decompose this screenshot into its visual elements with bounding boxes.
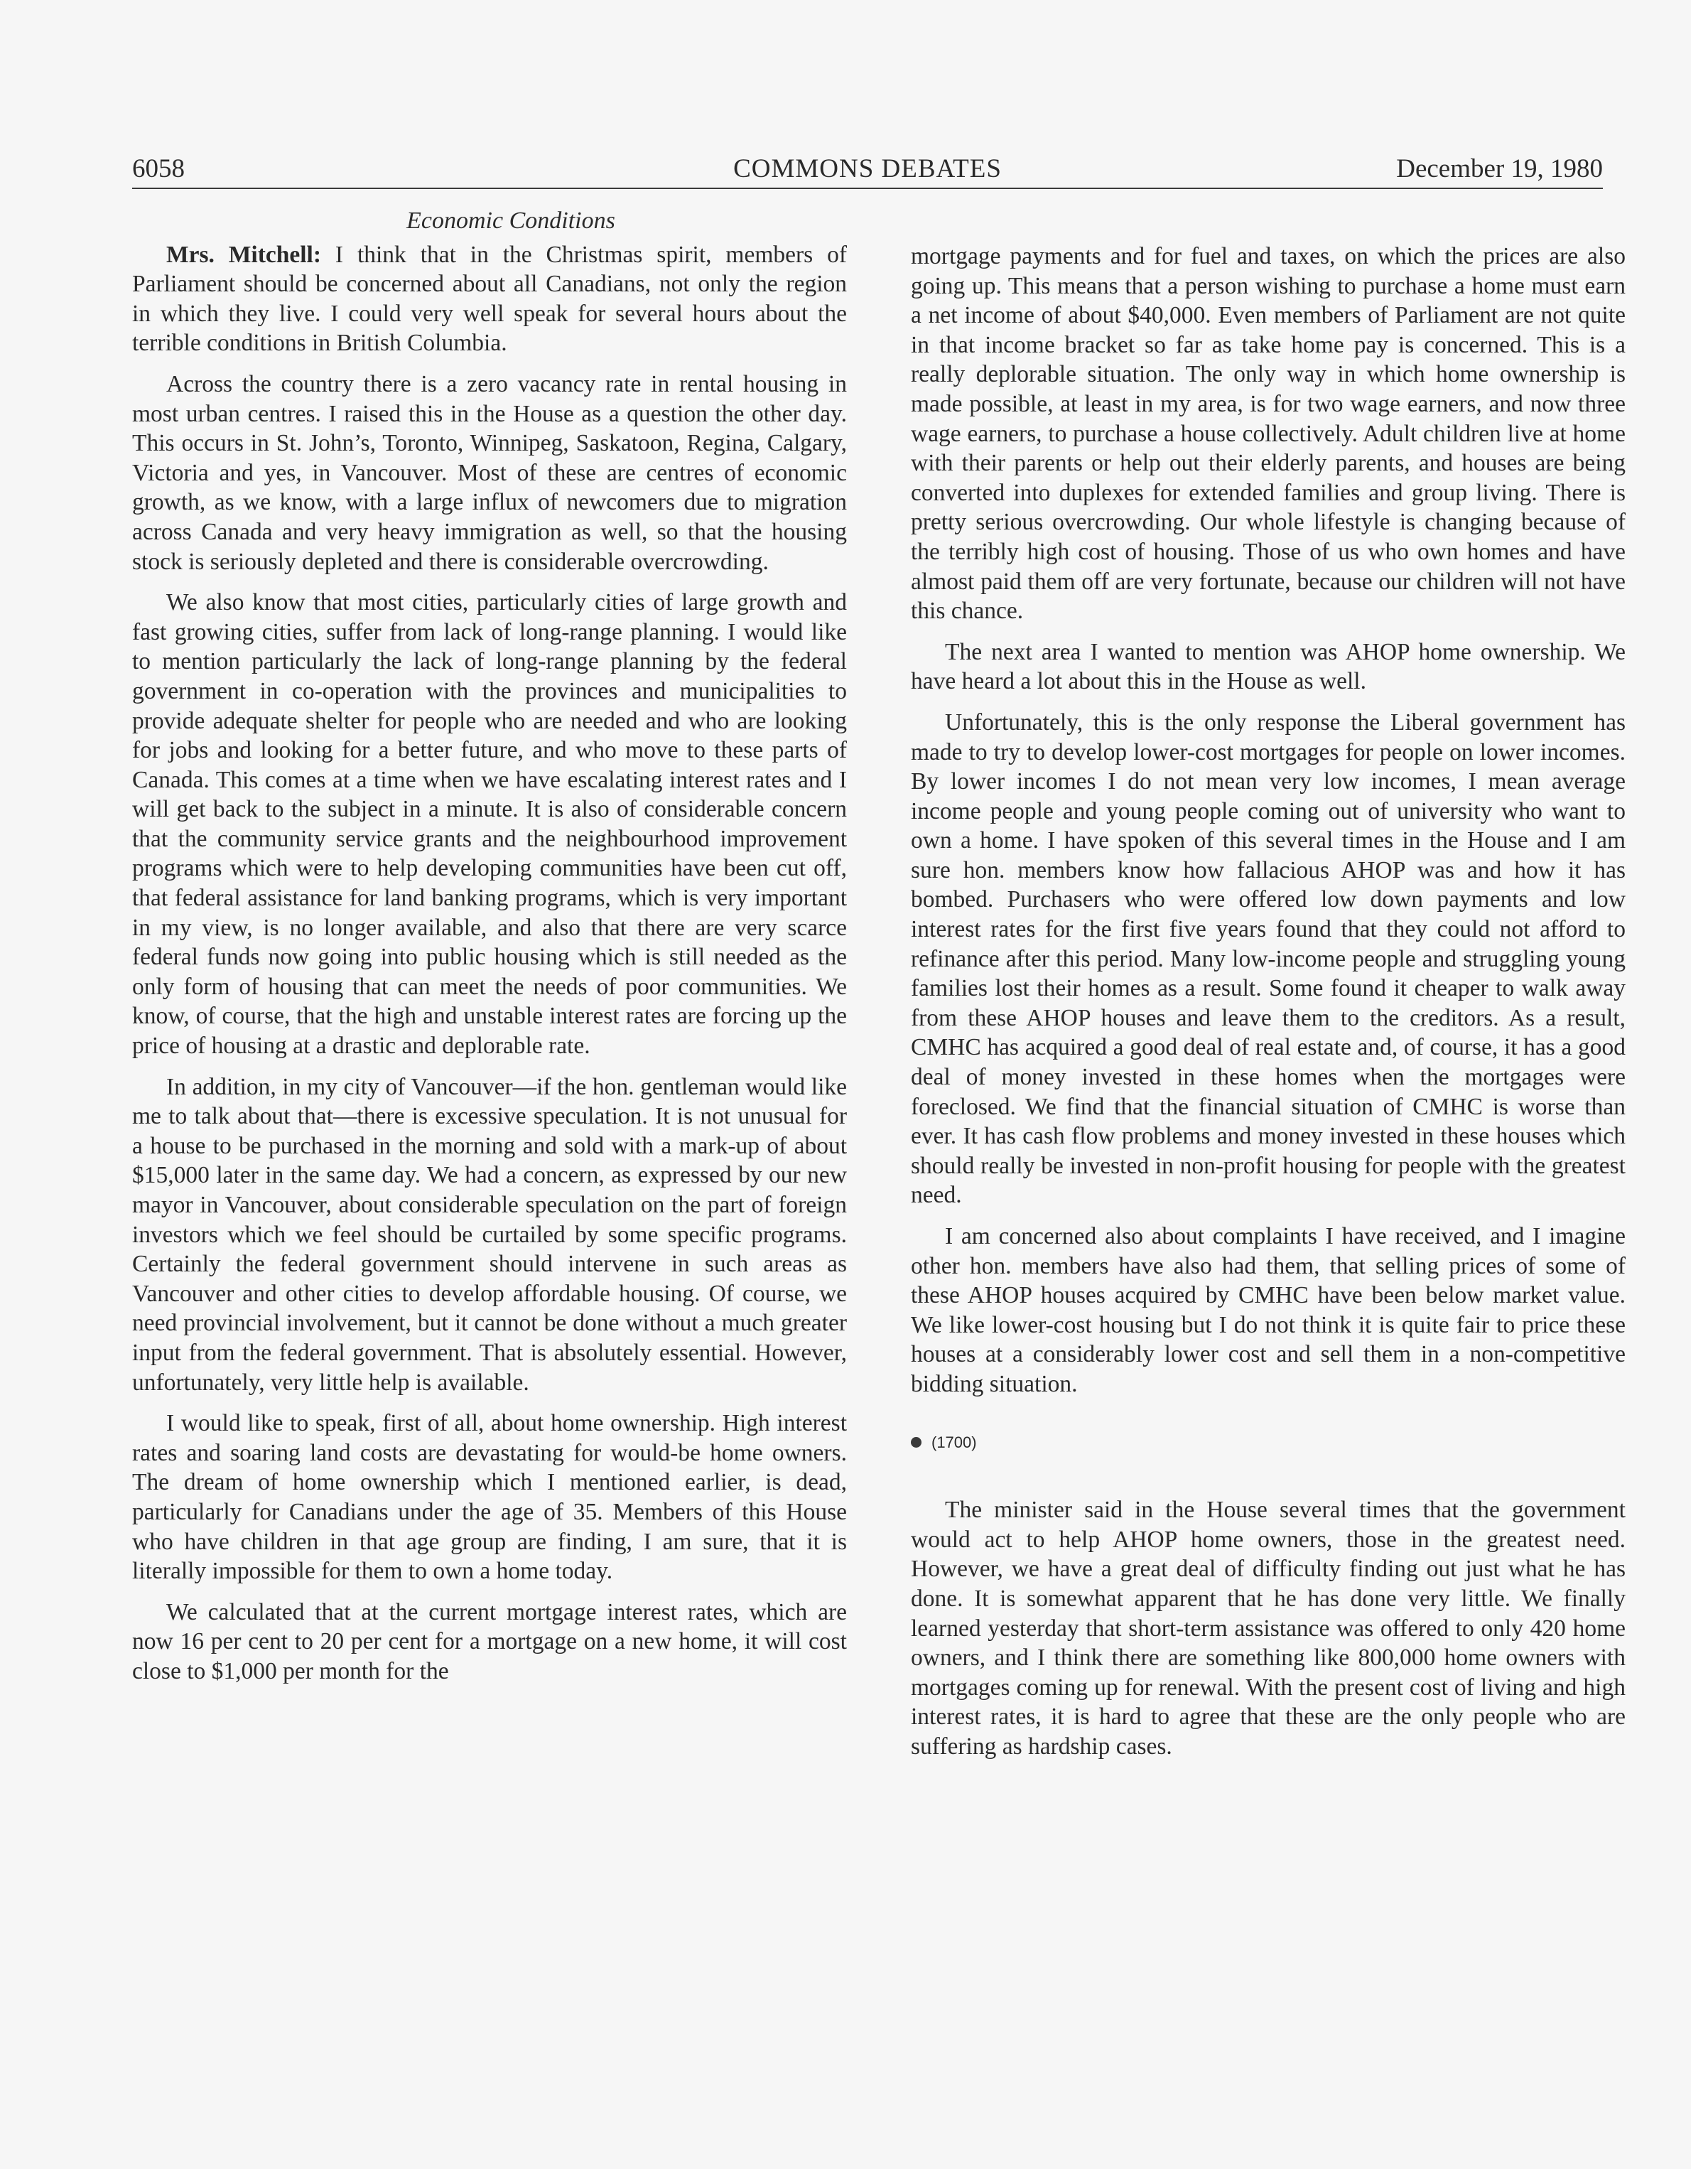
paragraph-text: I think that in the Christmas spirit, members of Parliament should be concerned about all Canadians, not only the region in which they live. I could very well speak for several hours about the terrible conditions in British Columbia.	[132, 241, 848, 357]
paragraph: I am concerned also about complaints I have received, and I imagine other hon. members have also had them, that selling prices of some of these AHOP houses acquired by CMHC have been below market value. We like lower-cost housing but I do not think it is quite fair to price these houses at a considerably lower cost and sell them in a non-competitive bidding situation.	[911, 1223, 1626, 1397]
speaker-name: Mrs. Mitchell:	[166, 241, 322, 268]
bullet-icon	[911, 1437, 921, 1448]
paragraph: Unfortunately, this is the only response the Liberal government has made to try to develop lower-cost mortgages for people on lower incomes. By lower incomes I do not mean very low incomes, I mean average income people and young people coming out of university who want to own a home. I have spoken of this several times in the House and I am sure hon. members know how fallacious AHOP was and how it has bombed. Purchasers who were offered low down payments and low interest rates for the first five years found that they could not afford to refinance after this period. Many low-income people and struggling young families lost their homes as a result. Some found it cheaper to walk away from these AHOP houses and leave them to the creditors. As a result, CMHC has acquired a good deal of real estate and, of course, it has a good deal of money invested in these homes when the mortgages were foreclosed. We find that the financial situation of CMHC is worse than ever. It has cash flow problems and money invested in these houses which should really be invested in non-profit housing for people with the greatest need.	[911, 709, 1626, 1209]
time-marker-text: (1700)	[931, 1433, 977, 1451]
page-number: 6058	[132, 154, 185, 183]
paragraph: Across the country there is a zero vacancy rate in rental housing in most urban centres. I raised this in the House as a question the other day. This occurs in St. John’s, Toronto, Winnipeg, Saskatoon, Regina, Calgary, Victoria and yes, in Vancouver. Most of these are centres of economic growth, as we know, with a large influx of newcomers due to migration across Canada and very heavy immigration as well, so that the housing stock is seriously depleted and there is considerable overcrowding.	[132, 370, 847, 575]
paragraph: I would like to speak, first of all, about home ownership. High interest rates and soaring land costs are devastating for would-be home owners. The dream of home ownership which I mentioned earlier, is dead, particularly for Canadians under the age of 35. Members of this House who have children in that age group are finding, I am sure, that it is literally impossible for them to own a home today.	[132, 1410, 847, 1585]
paragraph: The minister said in the House several times that the government would act to help AHOP home owners, those in the greatest need. However, we have a great deal of difficulty finding out just what he has done. It is somewhat apparent that he has done very little. We finally learned yesterday that short-term assistance was offered to only 420 home owners, and I think there are something like 800,000 home owners with mortgages coming up for renewal. With the present cost of living and high interest rates, it is hard to agree that these are the only people who are suffering as hardship cases.	[911, 1497, 1626, 1760]
paragraph	[132, 240, 847, 358]
paragraph: mortgage payments and for fuel and taxes, on which the prices are also going up. This means that a person wishing to purchase a home must earn a net income of about $40,000. Even members of Parliament are not quite in that income bracket so far as take home pay is concerned. This is a really deplorable situation. The only way in which home ownership is made possible, at least in my area, is for two wage earners, and now three wage earners, to purchase a house collectively. Adult children live at home with their parents or help out their elderly parents, and houses are being converted into duplexes for extended families and group living. There is pretty serious overcrowding. Our whole lifestyle is changing because of the terribly high cost of housing. Those of us who own homes and have almost paid them off are very fortunate, because our children will not have this chance.	[911, 243, 1626, 625]
paragraph: We calculated that at the current mortgage interest rates, which are now 16 per cent to 20 per cent for a mortgage on a new home, it will cost close to $1,000 per month for the	[132, 1598, 847, 1684]
publication-date: December 19, 1980	[1396, 154, 1603, 183]
paragraph: In addition, in my city of Vancouver—if the hon. gentleman would like me to talk about that—there is excessive speculation. It is not unusual for a house to be purchased in the morning and sold with a mark-up of about $15,000 later in the same day. We had a concern, as expressed by our new mayor in Vancouver, about considerable speculation on the part of foreign investors which we feel should be curtailed by some specific programs. Certainly the federal government should intervene in such areas as Vancouver and other cities to develop affordable housing. Of course, we need provincial involvement, but it cannot be done without a much greater input from the federal government. That is absolutely essential. However, unfortunately, very little help is available.	[132, 1073, 847, 1396]
time-marker	[911, 1428, 1626, 1458]
publication-title: COMMONS DEBATES	[733, 154, 1002, 183]
paragraph: We also know that most cities, particularly cities of large growth and fast growing cities, suffer from lack of long-range planning. I would like to mention particularly the lack of long-range planning by the federal government in co-operation with the provinces and municipalities to provide adequate shelter for people who are needed and who are looking for jobs and looking for a better future, and who move to these parts of Canada. This comes at a time when we have escalating interest rates and I will get back to the subject in a minute. It is also of considerable concern that the community service grants and the neighbourhood improvement programs which were to help developing communities have been cut off, that federal assistance for land banking programs, which is very important in my view, is no longer available, and also that there are very scarce federal funds now going into public housing which is still needed as the only form of housing that can meet the needs of poor communities. We know, of course, that the high and unstable interest rates are forcing up the price of housing at a drastic and deplorable rate.	[132, 589, 847, 1060]
left-column	[132, 206, 847, 1698]
right-column	[911, 242, 1626, 1773]
paragraph: The next area I wanted to mention was AHOP home ownership. We have heard a lot about this in the House as well.	[911, 638, 1626, 695]
section-heading: Economic Conditions	[406, 208, 615, 234]
page-header	[132, 151, 1603, 189]
